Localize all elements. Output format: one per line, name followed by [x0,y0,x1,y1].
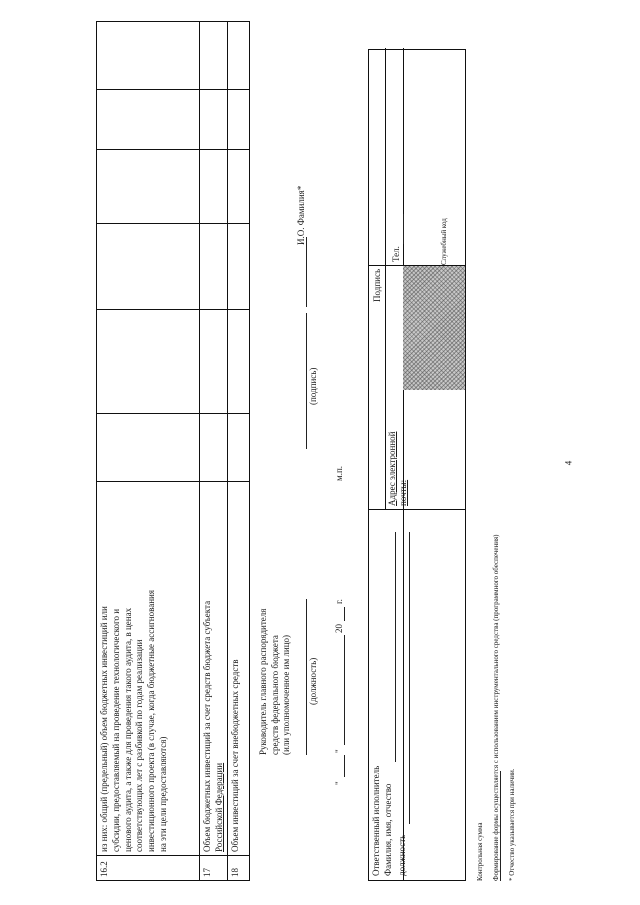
value-cell [97,20,199,90]
date-year-line [344,607,345,621]
value-cell [200,90,227,150]
phone-line [403,214,404,244]
value-cell [200,224,227,310]
indicators-table [96,21,250,881]
value-cell [97,90,199,150]
email-label [387,432,409,506]
value-cell [97,414,199,482]
row-description [97,482,199,856]
text-line: ценового аудита, а также для проведения такого аудита, в ценах [122,607,133,852]
footnote-separator [500,771,501,881]
phone-label: Тел. [391,246,401,262]
divider [385,48,386,510]
text-line: почты: [398,479,408,506]
value-cell [228,224,249,310]
value-cell [228,90,249,150]
position-line [306,599,307,755]
executor-name-label: Фамилия, имя, отчество [383,783,393,876]
value-cell [97,150,199,224]
text-line: (или уполномоченное им лицо) [281,634,291,755]
text-line: инвестиционного проекта (в случае, когда бюджетные ассигнования [146,590,157,852]
value-cell [200,414,227,482]
date-day-line [344,755,345,777]
value-cell [228,310,249,414]
value-cell [228,150,249,224]
position-caption: (должность) [308,657,318,705]
text-line: Объем инвестиций за счет внебюджетных средств [230,659,240,852]
table-row [227,22,249,880]
executor-position-line [409,532,410,824]
formed-note: Формирование формы осуществляется с использованием инструментального средства (программного обеспечения) [492,534,500,881]
value-cell [200,150,227,224]
checksum-label: Контрольная сумма [476,822,484,881]
text-line: средств федерального бюджета [269,635,280,755]
value-cell [97,224,199,310]
table-row [97,22,199,880]
text-line: из них: общий (предельный) объем бюджетных инвестиций или [99,606,109,852]
value-cell [97,310,199,414]
row-number: 18 [230,868,240,877]
divider [369,509,465,510]
executor-position-label: должность [397,834,407,876]
name-line [306,237,307,307]
value-cell [200,20,227,90]
row-number: 16.2 [99,861,109,877]
row-description [228,482,249,856]
value-cell [200,310,227,414]
year-suffix: г. [334,599,344,604]
date-open-quote: " [334,781,344,785]
signature-line [306,313,307,449]
text-line: субсидии, предоставляемый на проведение технологического и [110,608,121,852]
row-description [200,482,227,856]
text-line: Руководитель главного распорядителя [258,608,268,755]
text-line: Российской Федерации [213,762,224,852]
text-line: на эти цели предоставляются) [157,736,168,852]
head-title [258,609,293,755]
row-number: 17 [202,868,212,877]
executor-table [368,49,466,881]
executor-title: Ответственный исполнитель [371,765,381,876]
executor-name-line [395,532,396,762]
page-number: 4 [563,460,574,466]
redacted-area [403,266,465,390]
text-line: Объем бюджетных инвестиций за счет средств бюджета субъекта [202,600,212,852]
executor-signature-header: Подпись [372,268,382,302]
value-cell [228,20,249,90]
signature-caption: (подпись) [308,367,318,405]
stamp-mark: м.п. [334,465,344,481]
date-month-line [344,635,345,745]
year-prefix: 20 [334,624,344,633]
value-cell [228,414,249,482]
date-close-quote: " [334,749,344,753]
service-code: Служебный код [440,218,448,265]
name-placeholder: И.О. Фамилия* [296,185,306,245]
footnote: * Отчество указывается при наличии. [508,768,516,881]
table-row [199,22,227,880]
text-line: Адрес электронной [387,431,397,506]
text-line: соответствующих лет с разбивкой по годам реализации [134,639,145,852]
